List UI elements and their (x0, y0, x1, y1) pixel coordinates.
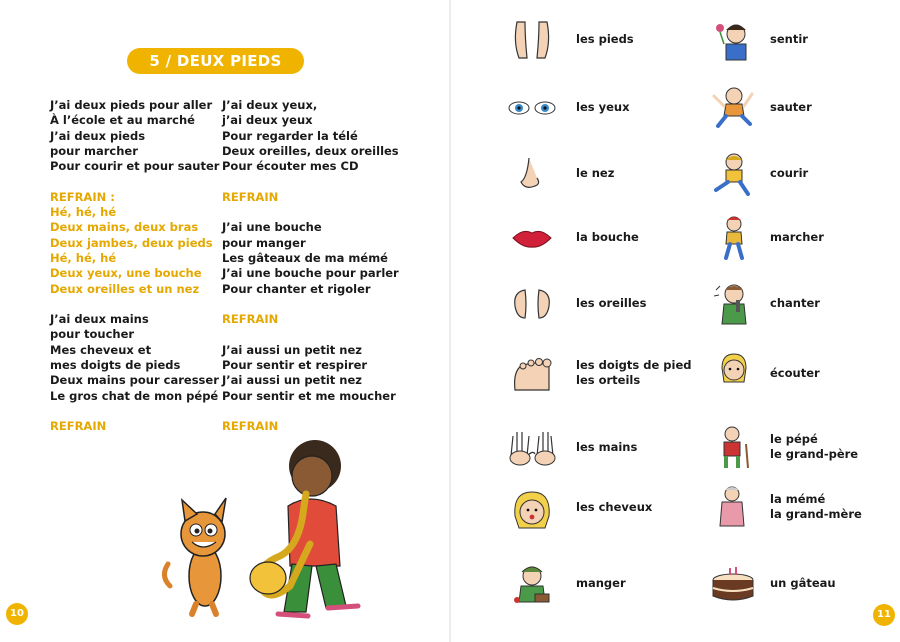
vocab-label (576, 230, 639, 245)
vocab-item (507, 486, 706, 530)
verse-stanza (222, 343, 422, 404)
vocab-label (576, 32, 634, 47)
nose-icon (507, 152, 557, 196)
poem-line: J’ai aussi un petit nez (222, 373, 362, 388)
mouth-icon (507, 216, 557, 260)
vocab-item (507, 352, 706, 396)
grandfather-icon (708, 426, 758, 470)
cake-icon (708, 562, 758, 606)
cat-icon (164, 498, 226, 614)
poem-line: REFRAIN (222, 312, 279, 327)
vocab-item (507, 426, 706, 470)
poem-line: Pour courir et pour sauter (50, 159, 220, 174)
jumping-child-icon (708, 86, 758, 130)
poem-line: mes doigts de pieds (50, 358, 181, 373)
vocab-label-line: les cheveux (576, 500, 653, 514)
vocab-label-line: les oreilles (576, 296, 647, 310)
vocab-label-line: un gâteau (770, 576, 836, 590)
vocab-label-line: manger (576, 576, 626, 590)
vocab-label-line: les pieds (576, 32, 634, 46)
feet-icon (507, 18, 557, 62)
poem-line: Le gros chat de mon pépé (50, 388, 219, 403)
vocab-label-line: les yeux (576, 100, 630, 114)
vocab-label (576, 500, 652, 515)
right-page (450, 0, 900, 642)
vocab-label (576, 296, 646, 311)
toes-icon (507, 352, 557, 396)
refrain-stanza (50, 190, 220, 297)
vocab-label-line: le nez (576, 166, 615, 180)
vocab-label (770, 32, 808, 47)
vocab-item (708, 282, 900, 326)
vocab-label (770, 230, 824, 245)
refrain-stanza (222, 419, 422, 434)
poem-line: REFRAIN (222, 419, 279, 434)
vocab-item (708, 18, 900, 62)
vocab-item (708, 216, 900, 260)
vocab-label (770, 432, 858, 462)
poem-line: J’ai une bouche pour parler (222, 266, 399, 281)
poem-line: Deux mains, deux bras (50, 220, 199, 235)
poem-line: Deux yeux, une bouche (50, 266, 202, 281)
verse-stanza (222, 220, 422, 296)
vocab-label (576, 576, 626, 591)
vocab-label (576, 440, 637, 455)
poem-line: J’ai une bouche (222, 220, 322, 235)
hands-icon (507, 426, 557, 470)
vocab-label (576, 100, 630, 115)
poem-line: J’ai deux mains (50, 312, 149, 327)
poem-line: À l’école et au marché (50, 113, 195, 128)
smelling-flower-icon (708, 18, 758, 62)
vocab-label-line: le grand-père (770, 447, 859, 461)
vocab-item (507, 282, 706, 326)
vocab-item (708, 352, 900, 396)
poem-line: REFRAIN : (50, 189, 115, 204)
vocab-label (770, 100, 812, 115)
vocab-label-line: les orteils (576, 373, 641, 387)
refrain-stanza (50, 419, 220, 434)
eyes-icon (507, 86, 557, 130)
poem-column-1 (50, 98, 220, 450)
vocab-label-line: le pépé (770, 432, 818, 446)
page-number-left: 10 (6, 603, 28, 625)
vocab-label-line: la bouche (576, 230, 639, 244)
poem-line: pour marcher (50, 143, 138, 158)
vocab-label-line: courir (770, 166, 809, 180)
poem-line: REFRAIN (222, 189, 279, 204)
vocab-label-line: sentir (770, 32, 808, 46)
vocab-label-line: les doigts de pied (576, 358, 692, 372)
poem-line: pour manger (222, 235, 306, 250)
page-number-right: 11 (873, 604, 895, 626)
poem-line: Deux oreilles, deux oreilles (222, 143, 399, 158)
eating-child-icon (507, 562, 557, 606)
vocab-item (507, 216, 706, 260)
vocab-label (770, 166, 808, 181)
running-child-icon (708, 152, 758, 196)
poem-line: Deux mains pour caresser (50, 373, 219, 388)
poem-line: Hé, hé, hé (50, 205, 117, 220)
poem-line: J’ai aussi un petit nez (222, 342, 362, 357)
vocab-label-line: chanter (770, 296, 820, 310)
poem-line: Pour écouter mes CD (222, 159, 359, 174)
poem-line: Les gâteaux de ma mémé (222, 250, 388, 265)
ears-icon (507, 282, 557, 326)
vocab-item (708, 152, 900, 196)
vocab-label (576, 358, 691, 388)
vocab-item (507, 562, 706, 606)
vocab-item (708, 486, 900, 530)
verse-stanza (50, 312, 220, 404)
cat-and-saxophone-boy-illustration (160, 436, 380, 621)
vocab-item (507, 18, 706, 62)
vocab-label-line: les mains (576, 440, 638, 454)
walking-child-icon (708, 216, 758, 260)
vocab-item (507, 152, 706, 196)
poem-line: Deux jambes, deux pieds (50, 235, 213, 250)
poem-line: Mes cheveux et (50, 342, 152, 357)
poem-line: pour toucher (50, 327, 135, 342)
vocab-item (708, 426, 900, 470)
vocab-item (708, 86, 900, 130)
listening-child-icon (708, 352, 758, 396)
vocab-label-line: sauter (770, 100, 812, 114)
poem-line: J’ai deux pieds (50, 128, 146, 143)
vocab-label (770, 366, 820, 381)
hair-icon (507, 486, 557, 530)
poem-line: J’ai deux yeux, (222, 98, 318, 112)
poem-line: Pour chanter et rigoler (222, 281, 371, 296)
poem-line: j’ai deux yeux (222, 113, 313, 128)
vocab-label (576, 166, 614, 181)
refrain-stanza (222, 312, 422, 327)
poem-line: Pour regarder la télé (222, 128, 358, 143)
verse-stanza (50, 98, 220, 174)
song-title: 5 / DEUX PIEDS (127, 48, 304, 74)
vocab-item (507, 86, 706, 130)
poem-line: Deux oreilles et un nez (50, 281, 200, 296)
refrain-stanza (222, 190, 422, 205)
verse-stanza (222, 98, 422, 174)
poem-line: REFRAIN (50, 419, 107, 434)
vocab-label (770, 576, 836, 591)
vocab-label-line: marcher (770, 230, 824, 244)
poem-line: J’ai deux pieds pour aller (50, 98, 213, 112)
poem-line: Pour sentir et respirer (222, 358, 368, 373)
vocab-label (770, 296, 820, 311)
saxophone-boy-icon (250, 440, 358, 616)
vocab-label-line: la mémé (770, 492, 826, 506)
poem-line: Pour sentir et me moucher (222, 388, 396, 403)
grandmother-icon (708, 486, 758, 530)
poem-line: Hé, hé, hé (50, 250, 117, 265)
vocab-label (770, 492, 862, 522)
poem-column-2 (222, 98, 422, 450)
singing-child-icon (708, 282, 758, 326)
vocab-label-line: la grand-mère (770, 507, 862, 521)
vocab-label-line: écouter (770, 366, 820, 380)
vocab-item (708, 562, 900, 606)
